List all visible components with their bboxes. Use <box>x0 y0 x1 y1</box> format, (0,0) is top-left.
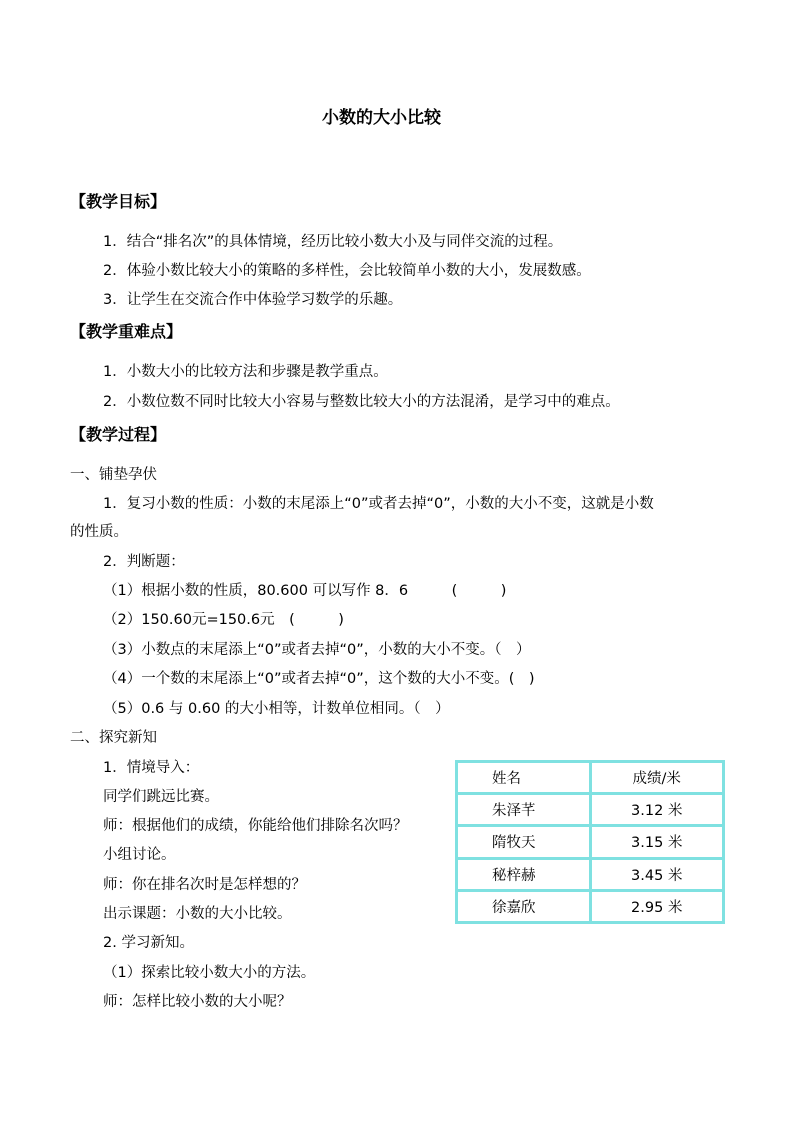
explore-line: 2. 学习新知。 <box>103 935 194 951</box>
judgement-question: （2）150.60元=150.6元 ( ) <box>103 612 344 628</box>
student-name: 隋牧天 <box>457 826 591 858</box>
student-score: 3.45 米 <box>590 858 724 890</box>
table-header-row <box>457 762 724 794</box>
explore-line: 师：你在排名次时是怎样想的？ <box>103 877 306 893</box>
judgement-question: （3）小数点的末尾添上“0”或者去掉“0”，小数的大小不变。（ ） <box>103 642 531 658</box>
explore-line: 1．情境导入： <box>103 760 200 776</box>
table-row <box>457 858 724 890</box>
student-name: 秘梓赫 <box>457 858 591 890</box>
goal-item: 3．让学生在交流合作中体验学习数学的乐趣。 <box>103 292 403 308</box>
student-name: 朱泽芊 <box>457 794 591 826</box>
explore-line: （1）探索比较小数大小的方法。 <box>103 965 316 981</box>
review-item-line: 的性质。 <box>70 524 128 540</box>
student-score: 2.95 米 <box>590 890 724 922</box>
heading-process: 【教学过程】 <box>70 425 167 444</box>
goal-item: 2．体验小数比较大小的策略的多样性，会比较简单小数的大小，发展数感。 <box>103 263 591 279</box>
table-row <box>457 890 724 922</box>
header-name: 姓名 <box>457 762 591 794</box>
page-title: 小数的大小比较 <box>322 108 441 128</box>
review-item-line: 1．复习小数的性质：小数的末尾添上“0”或者去掉“0”，小数的大小不变，这就是小数 <box>103 496 654 512</box>
student-name: 徐嘉欣 <box>457 890 591 922</box>
judgement-heading: 2．判断题： <box>103 554 185 570</box>
section-title: 一、铺垫孕伏 <box>70 467 157 483</box>
judgement-question: （1）根据小数的性质，80.600 可以写作 8．6 ( ) <box>103 583 507 599</box>
judgement-question: （5）0.6 与 0.60 的大小相等，计数单位相同。（ ） <box>103 701 450 717</box>
heading-key-points: 【教学重难点】 <box>70 322 183 341</box>
student-score: 3.15 米 <box>590 826 724 858</box>
table-row <box>457 794 724 826</box>
key-point-item: 2．小数位数不同时比较大小容易与整数比较大小的方法混淆，是学习中的难点。 <box>103 394 620 410</box>
table-row <box>457 826 724 858</box>
explore-line: 小组讨论。 <box>103 847 176 863</box>
explore-line: 师：怎样比较小数的大小呢？ <box>103 994 292 1010</box>
header-score: 成绩/米 <box>590 762 724 794</box>
heading-goals: 【教学目标】 <box>70 192 167 211</box>
key-point-item: 1．小数大小的比较方法和步骤是教学重点。 <box>103 364 388 380</box>
judgement-question: （4）一个数的末尾添上“0”或者去掉“0”，这个数的大小不变。( ) <box>103 671 535 687</box>
section-title: 二、探究新知 <box>70 730 157 746</box>
explore-line: 同学们跳远比赛。 <box>103 789 219 805</box>
explore-line: 师：根据他们的成绩，你能给他们排除名次吗？ <box>103 818 408 834</box>
goal-item: 1．结合“排名次”的具体情境，经历比较小数大小及与同伴交流的过程。 <box>103 234 563 250</box>
student-score: 3.12 米 <box>590 794 724 826</box>
score-table <box>455 760 725 924</box>
explore-line: 出示课题：小数的大小比较。 <box>103 906 292 922</box>
